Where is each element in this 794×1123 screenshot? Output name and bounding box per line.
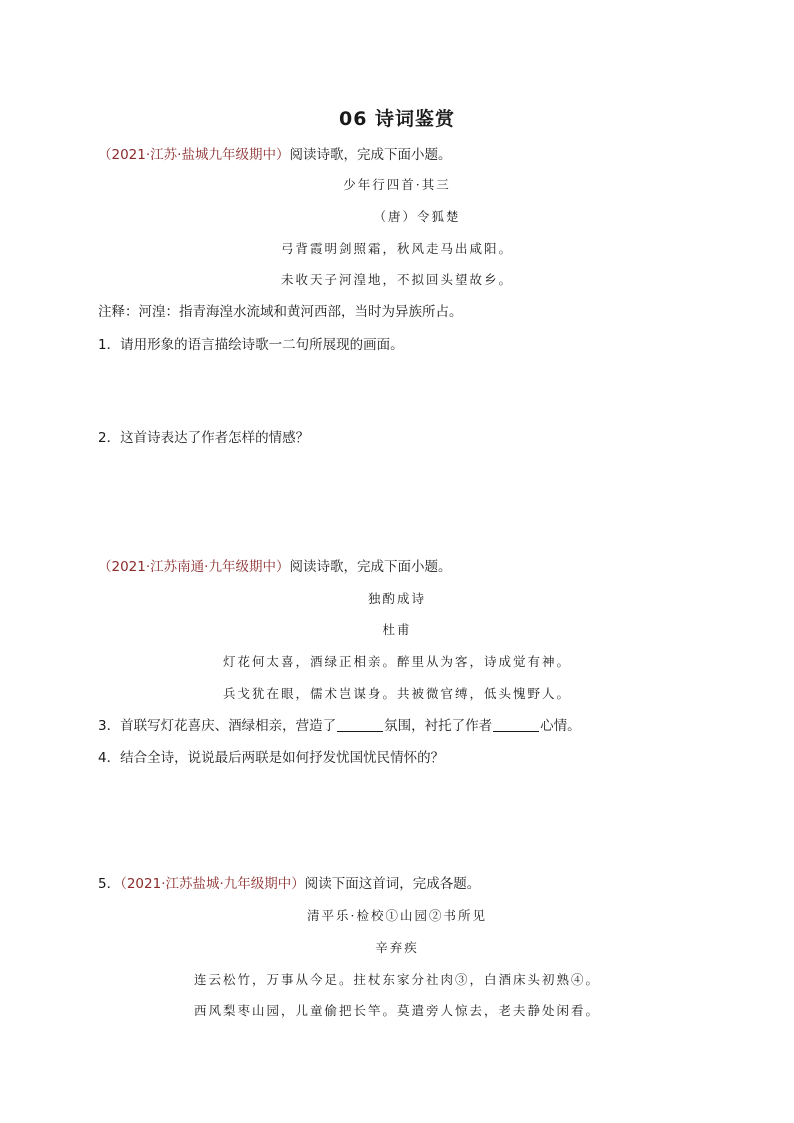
section3-poem-line-1: 连云松竹，万事从今足。拄杖东家分社肉③，白酒床头初熟④。 [193,972,600,987]
section1-poem-line-1: 弓背霞明剑照霜，秋风走马出咸阳。 [280,241,513,256]
section2-instruction: 阅读诗歌，完成下面小题。 [289,559,452,575]
section3-poem-title: 清平乐·检校①山园②书所见 [307,908,487,923]
question-2: 2．这首诗表达了作者怎样的情感？ [98,430,310,446]
page-title: 06 诗词鉴赏 [338,108,456,130]
section2-source: （2021·江苏南通·九年级期中） [98,559,290,575]
question-3 [98,717,581,735]
section1-poem-line-2: 未收天子河湟地，不拟回头望故乡。 [280,272,513,287]
section2-poem-author: 杜甫 [382,622,412,637]
section1-note: 注释：河湟：指青海湟水流域和黄河西部，当时为异族所占。 [98,304,463,320]
section3-instruction: 阅读下面这首词，完成各题。 [304,876,481,892]
section3-intro [98,875,480,893]
section2-intro [98,558,451,576]
section1-instruction: 阅读诗歌，完成下面小题。 [289,147,452,163]
answer-blank-1[interactable] [337,731,383,732]
question-4: 4．结合全诗，说说最后两联是如何抒发忧国忧民情怀的？ [98,750,445,766]
section2-poem-line-2: 兵戈犹在眼，儒术岂谋身。共被微官缚，低头愧野人。 [222,686,571,701]
section3-poem-author: 辛弃疾 [375,940,419,955]
section3-poem-line-2: 西风梨枣山园，儿童偷把长竿。莫遣旁人惊去，老夫静处闲看。 [193,1003,600,1018]
question-3-part-3: 心情。 [540,718,581,734]
question-3-part-2: 氛围，衬托了作者 [384,718,493,734]
section1-intro [98,146,451,164]
question-1: 1．请用形象的语言描绘诗歌一二句所展现的画面。 [98,337,404,353]
section1-source: （2021·江苏·盐城九年级期中） [98,147,290,163]
section1-poem-title: 少年行四首·其三 [343,177,451,192]
section1-poem-author: （唐）令狐楚 [373,209,461,224]
section3-source: （2021·江苏盐城·九年级期中） [120,876,305,892]
answer-blank-2[interactable] [493,731,539,732]
section2-poem-line-1: 灯花何太喜，酒绿正相亲。醉里从为客，诗成觉有神。 [222,654,571,669]
section3-number: 5． [98,876,121,892]
section2-poem-title: 独酌成诗 [367,591,426,606]
question-3-part-1: 3．首联写灯花喜庆、酒绿相亲，营造了 [98,718,337,734]
